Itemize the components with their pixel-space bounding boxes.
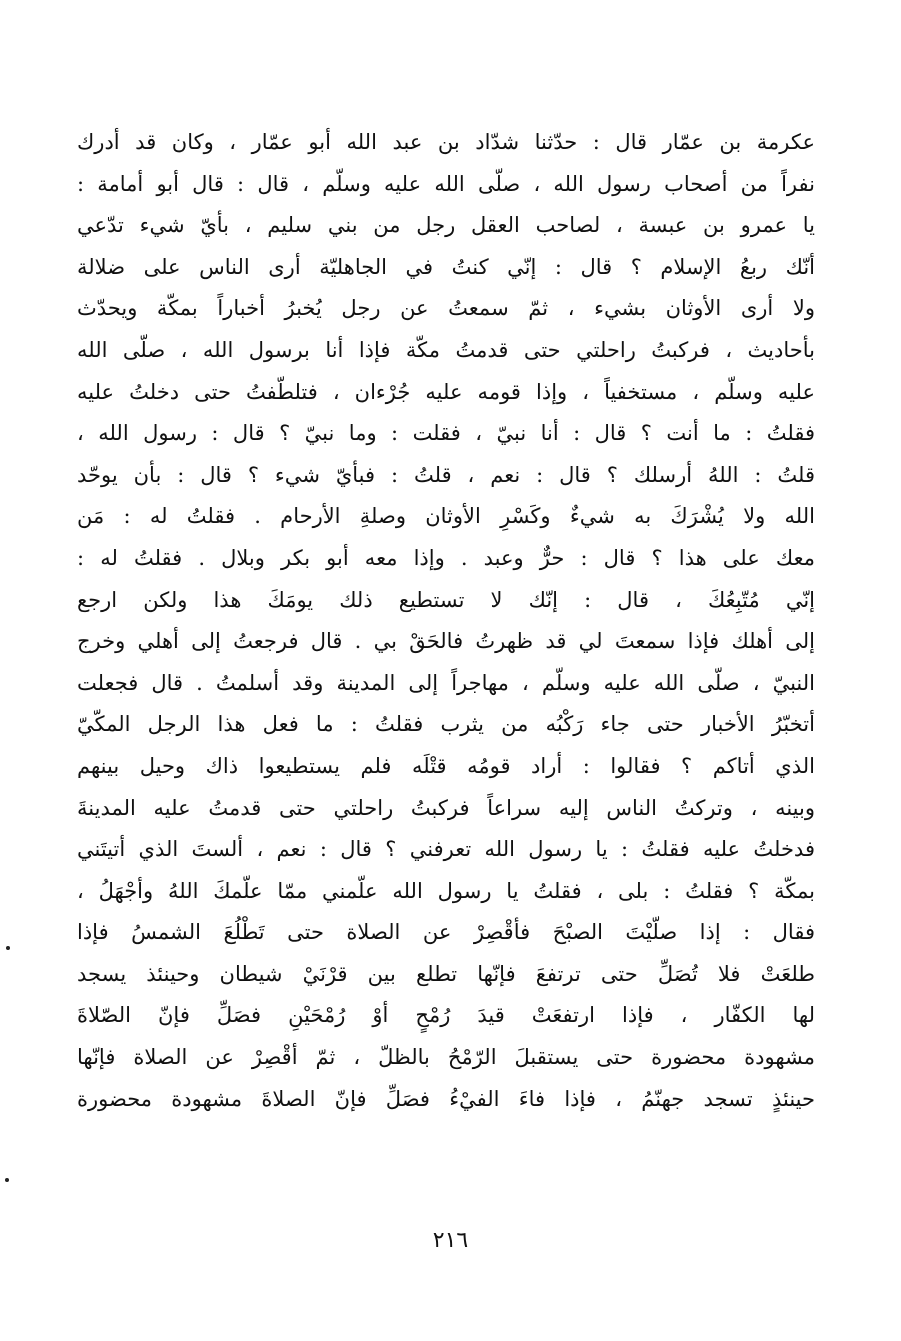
text-line: طلعَتْ فلا تُصَلِّ حتى ترتفعَ فإنّها تطلع بين قرْنَيْ شيطان وحينئذ يسجد: [77, 961, 815, 986]
text-line: عكرمة بن عمّار قال : حدّثنا شدّاد بن عبد الله أبو عمّار ، وكان قد أدرك: [77, 130, 815, 154]
text-line: أنّك ربعُ الإسلام ؟ قال : إنّي كنتُ في الجاهليّة أرى الناس على ضلالة: [77, 254, 815, 279]
text-line: النبيّ ، صلّى الله عليه وسلّم ، مهاجراً إلى المدينة وقد أسلمتُ . قال فجعلت: [77, 670, 815, 695]
text-line: إلى أهلك فإذا سمعتَ لي قد ظهرتُ فالحَقْ بي . قال فرجعتُ إلى أهلي وخرج: [77, 629, 815, 654]
text-line: حينئذٍ تسجد جهنّمُ ، فإذا فاءَ الفيْءُ فصَلِّ فإنّ الصلاةَ مشهودة محضورة: [77, 1086, 815, 1111]
text-line: مشهودة محضورة حتى يستقبلَ الرّمْحُ بالظلّ ، ثمّ أقْصِرْ عن الصلاة فإنّها: [77, 1045, 815, 1070]
text-line: فقال : إذا صلّيْتَ الصبْحَ فأقْصِرْ عن الصلاة حتى تَطْلُعَ الشمسُ فإذا: [77, 920, 815, 945]
text-line: معك على هذا ؟ قال : حرٌّ وعبد . وإذا معه أبو بكر وبلال . فقلتُ له :: [77, 545, 815, 570]
text-line: الذي أتاكم ؟ فقالوا : أراد قومُه قتْلَه فلم يستطيعوا ذاك وحيل بينهم: [77, 753, 815, 778]
text-line: يا عمرو بن عبسة ، لصاحب العقل رجل من بني سليم ، بأيّ شيء تدّعي: [77, 213, 815, 238]
text-line: بأحاديث ، فركبتُ راحلتي حتى قدمتُ مكّة فإذا أنا برسول الله ، صلّى الله: [77, 337, 815, 362]
text-line: أتخبّرُ الأخبار حتى جاء رَكْبُه من يثرب فقلتُ : ما فعل هذا الرجل المكّيّ: [77, 712, 815, 737]
body-text: [77, 122, 815, 1120]
text-line: فدخلتُ عليه فقلتُ : يا رسول الله تعرفني ؟ قال : نعم ، ألستَ الذي أتيتَني: [77, 837, 815, 862]
text-line: إنّي مُتّبِعُكَ ، قال : إنّك لا تستطيع ذلك يومَكَ هذا ولكن ارجع: [77, 587, 815, 612]
text-line: نفراً من أصحاب رسول الله ، صلّى الله عليه وسلّم ، قال : قال أبو أمامة :: [77, 171, 815, 196]
text-line: لها الكفّار ، فإذا ارتفعَتْ قيدَ رُمْحٍ أوْ رُمْحَيْنِ فصَلِّ فإنّ الصّلاةَ: [77, 1003, 815, 1028]
text-line: عليه وسلّم ، مستخفياً ، وإذا قومه عليه جُرْءان ، فتلطّفتُ حتى دخلتُ عليه: [77, 379, 815, 404]
text-line: قلتُ : اللهُ أرسلك ؟ قال : نعم ، قلتُ : فبأيّ شيء ؟ قال : بأن يوحّد: [77, 462, 815, 487]
text-line: ولا أرى الأوثان بشيء ، ثمّ سمعتُ عن رجل يُخبرُ أخباراً بمكّة ويحدّث: [77, 296, 815, 321]
text-line: وبينه ، وتركتُ الناس إليه سراعاً فركبتُ راحلتي حتى قدمتُ عليه المدينةَ: [77, 795, 815, 820]
page-number: ٢١٦: [432, 1228, 469, 1253]
text-line: بمكّة ؟ فقلتُ : بلى ، فقلتُ يا رسول الله علّمني ممّا علّمكَ اللهُ وأجْهَلُ ،: [77, 878, 815, 903]
margin-dot: [6, 946, 10, 950]
margin-dot: [5, 1178, 9, 1182]
text-line: الله ولا يُشْرَكَ به شيءٌ وكَسْرِ الأوثان وصلةِ الأرحام . فقلتُ له : مَن: [77, 504, 815, 529]
text-line: فقلتُ : ما أنت ؟ قال : أنا نبيّ ، فقلت : وما نبيّ ؟ قال : رسول الله ،: [77, 421, 815, 446]
